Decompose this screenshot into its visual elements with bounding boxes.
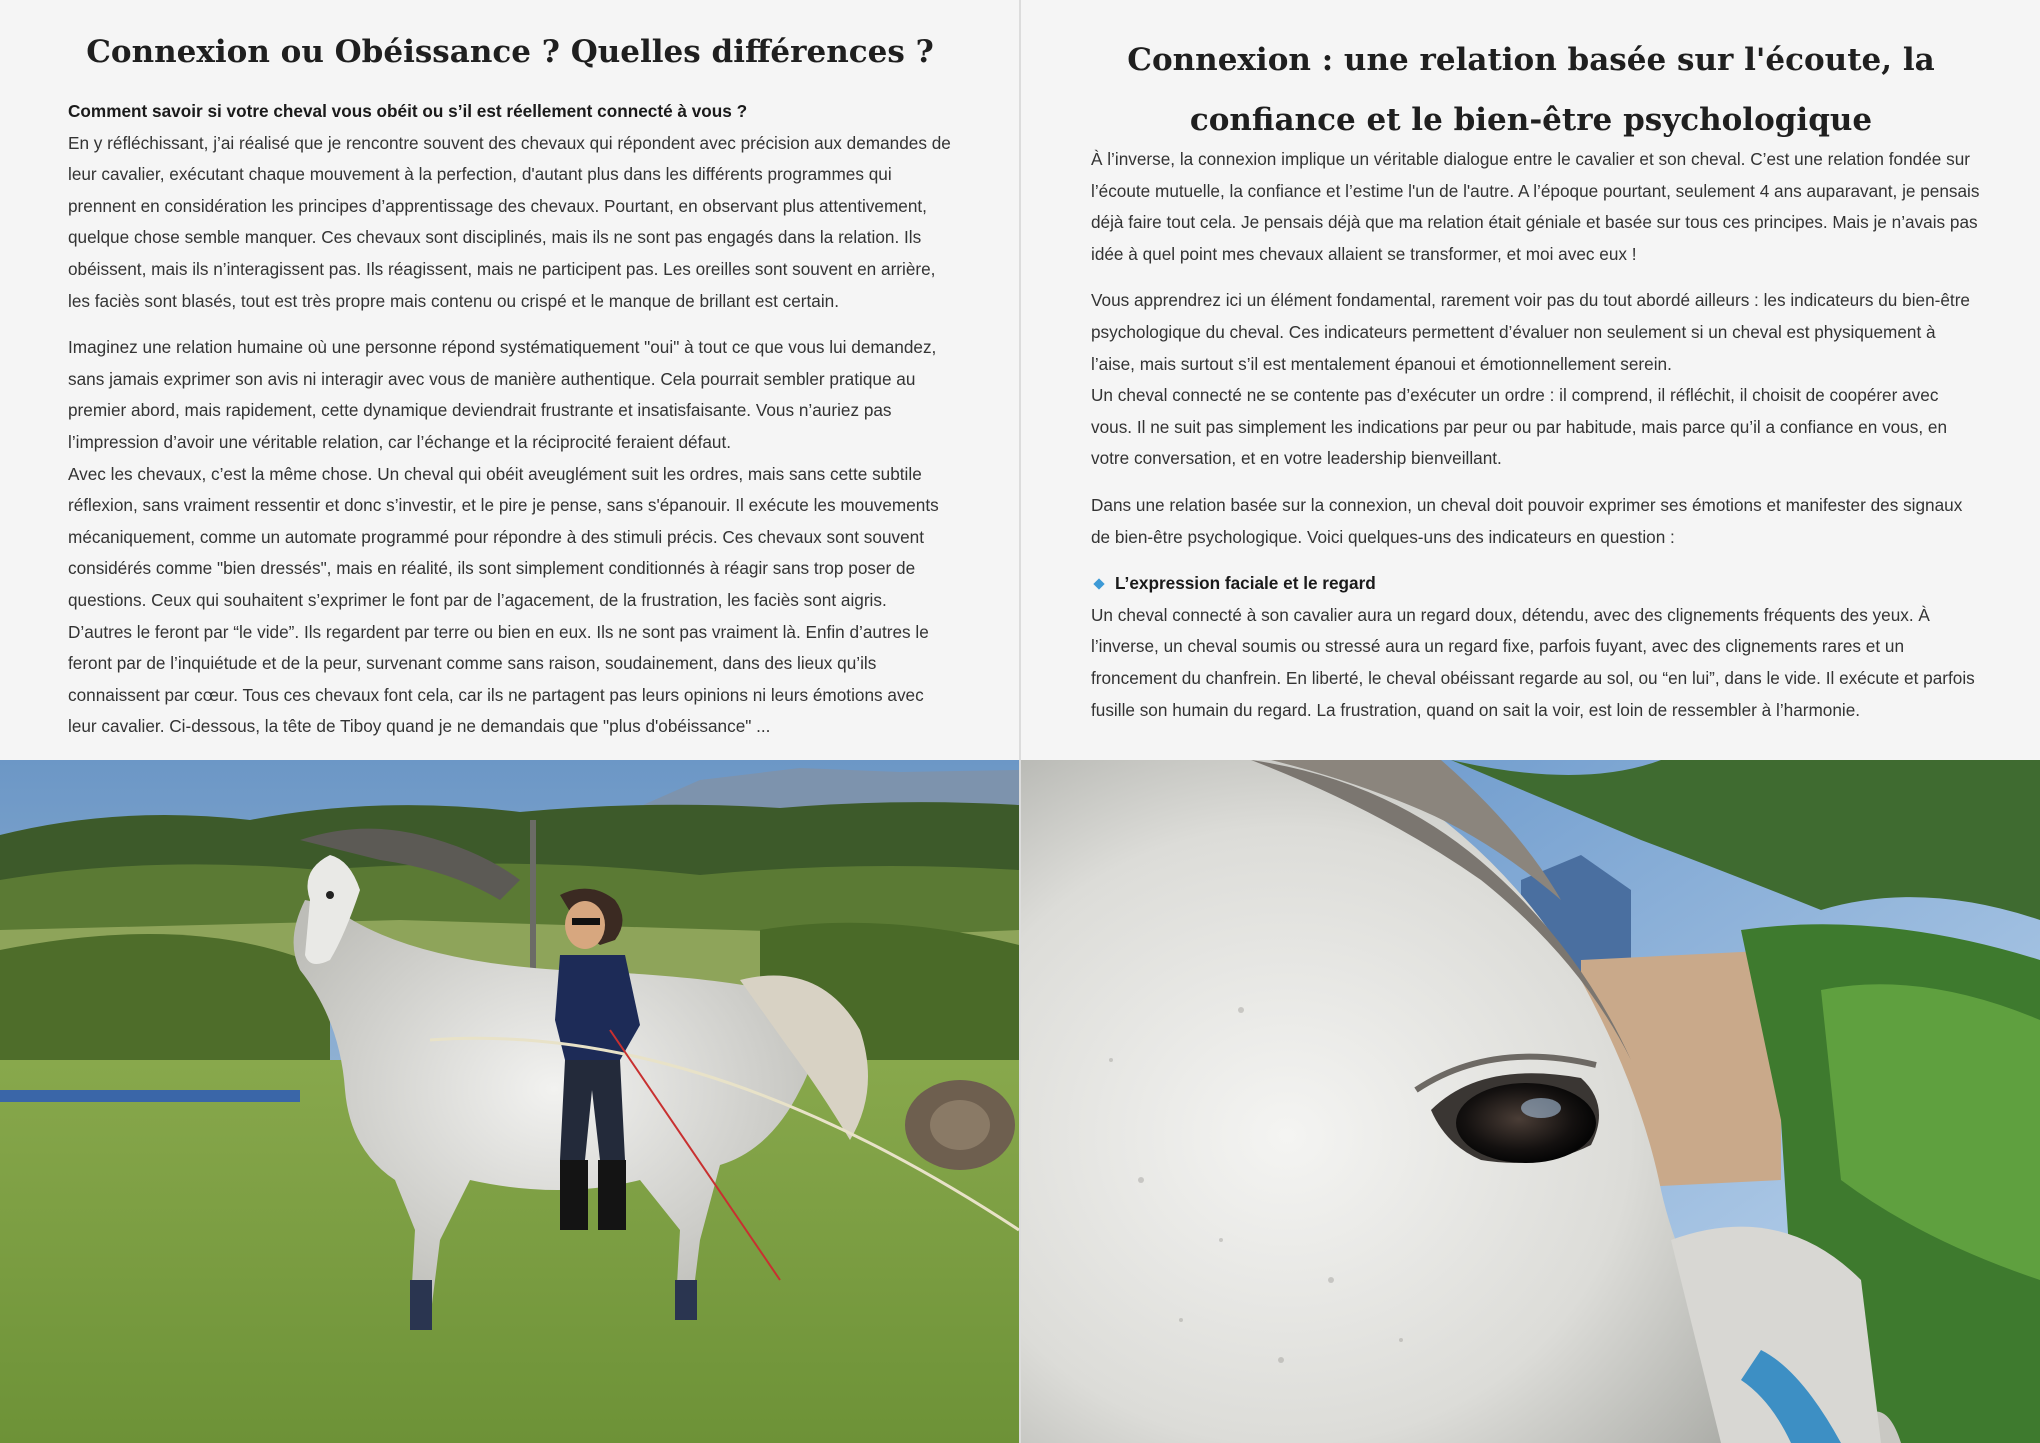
left-paragraph-1: En y réfléchissant, j’ai réalisé que je rencontre souvent des chevaux qui répondent avec précision aux demandes de leur cavalier, exécutant chaque mouvement à la perfection, d'autant plus dans les différents programmes qui prennent en considération les principes d’apprentissage des chevaux. Pourtant, en observant plus attentivement, quelque chose semble manquer. Ces chevaux sont disciplinés, mais ils ne sont pas engagés dans la relation. Ils obéissent, mais ils n’interagissent pas. Ils réagissent, mais ne participent pas. Les oreilles sont souvent en arrière, les faciès sont blasés, tout est très propre mais contenu ou crispé et le manque de brillant est certain. [68, 132, 951, 311]
left-title: Connexion ou Obéissance ? Quelles différences ? [86, 34, 934, 70]
horse-lunging-illustration [0, 760, 1019, 1443]
bullet-heading [1091, 568, 1981, 600]
left-column [0, 0, 1019, 760]
left-body [68, 96, 953, 758]
right-column [1021, 0, 2040, 760]
right-paragraph-1: À l’inverse, la connexion implique un véritable dialogue entre le cavalier et son cheval. C’est une relation fondée sur l’écoute mutuelle, la confiance et l’estime l'un de l'autre. A l’époque pourtant, seulement 4 ans auparavant, je pensais déjà faire tout cela. Je pensais déjà que ma relation était géniale et basée sur tous ces principes. Mais je n’avais pas idée à quel point mes chevaux allaient se transformer, et moi avec eux ! [1091, 149, 1980, 264]
left-lead-question: Comment savoir si votre cheval vous obéit ou s’il est réellement connecté à vous ? [68, 101, 748, 121]
bullet-heading-label: L’expression faciale et le regard [1115, 573, 1376, 594]
right-paragraph-4: Dans une relation basée sur la connexion, un cheval doit pouvoir exprimer ses émotions et manifester des signaux de bien-être psychologique. Voici quelques-uns des indicateurs en question : [1091, 494, 1963, 547]
right-paragraph-5: Un cheval connecté à son cavalier aura un regard doux, détendu, avec des clignements fréquents des yeux. À l’inverse, un cheval soumis ou stressé aura un regard fixe, parfois fuyant, avec des clignements rares et un froncement du chanfrein. En liberté, le cheval obéissant regarde au sol, ou “en lui”, dans le vide. Il exécute et parfois fusille son humain du regard. La frustration, quand on sait la voir, est loin de ressembler à l’harmonie. [1091, 604, 1975, 720]
right-title: Connexion : une relation basée sur l'écoute, la confiance et le bien-être psychologique [1127, 42, 1935, 138]
right-paragraph-2: Vous apprendrez ici un élément fondamental, rarement voir pas du tout abordé ailleurs : les indicateurs du bien-être psychologique du cheval. Ces indicateurs permettent d’évaluer non seulement si un cheval est physiquement à l’aise, mais surtout s’il est mentalement épanoui et émotionnellement serein. [1091, 290, 1970, 374]
left-paragraph-3: Avec les chevaux, c’est la même chose. Un cheval qui obéit aveuglément suit les ordres, mais sans cette subtile réflexion, sans vraiment ressentir et donc s’investir, et le pire je pense, sans s'épanouir. Il exécute les mouvements mécaniquement, comme un automate programmé pour répondre à des stimuli précis. Ces chevaux sont souvent considérés comme "bien dressés", mais en réalité, ils sont simplement conditionnés à réagir sans trop poser de questions. Ceux qui souhaitent s’exprimer le font par de l’agacement, de la frustration, les faciès sont aigris. D’autres le feront par “le vide”. Ils regardent par terre ou bien en eux. Ils ne sont pas vraiment là. Enfin d’autres le feront par de l’inquiétude et de la peur, survenant comme sans raison, soudainement, dans des lieux qu’ils connaissent par cœur. Tous ces chevaux font cela, car ils ne partagent pas leurs opinions ni leurs émotions avec leur cavalier. Ci-dessous, la tête de Tiboy quand je ne demandais que "plus d'obéissance" ... [68, 463, 939, 737]
right-paragraph-3: Un cheval connecté ne se contente pas d’exécuter un ordre : il comprend, il réfléchit, il choisit de coopérer avec vous. Il ne suit pas simplement les indications par peur ou par habitude, mais parce qu’il a confiance en vous, en votre conversation, et en votre leadership bienveillant. [1091, 385, 1948, 469]
horse-eye-closeup-photo [1021, 760, 2040, 1443]
horse-eye-illustration [1021, 760, 2040, 1443]
right-body [1091, 144, 1981, 726]
left-paragraph-2: Imaginez une relation humaine où une personne répond systématiquement "oui" à tout ce que vous lui demandez, sans jamais exprimer son avis ni interagir avec vous de manière authentique. Cela pourrait sembler pratique au premier abord, mais rapidement, cette dynamique deviendrait frustrante et insatisfaisante. Vous n’auriez pas l’impression d’avoir une véritable relation, car l’échange et la réciprocité feraient défaut. [68, 337, 937, 452]
horse-lunging-photo [0, 760, 1019, 1443]
diamond-bullet-icon [1093, 578, 1104, 589]
